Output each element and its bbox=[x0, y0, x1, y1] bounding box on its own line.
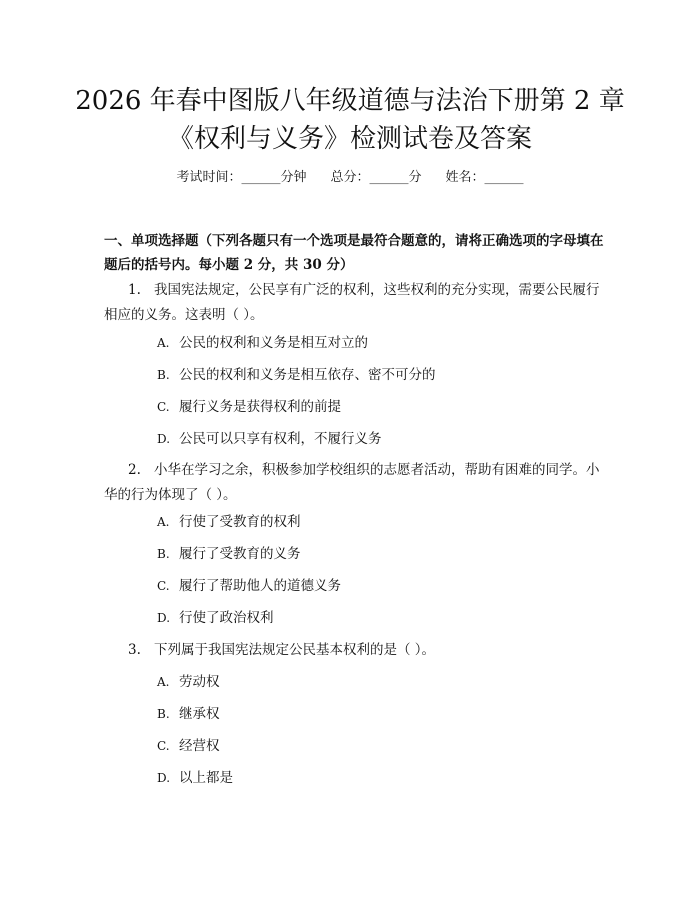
option-text: 继承权 bbox=[179, 706, 220, 722]
option-1d bbox=[157, 430, 382, 448]
option-1a bbox=[157, 334, 368, 352]
option-3a bbox=[157, 673, 220, 691]
option-text: 履行了帮助他人的道德义务 bbox=[179, 578, 341, 594]
option-letter: B. bbox=[157, 368, 170, 382]
option-text: 行使了受教育的权利 bbox=[179, 514, 301, 530]
option-letter: B. bbox=[157, 707, 170, 721]
option-3d bbox=[157, 769, 233, 787]
option-text: 履行义务是获得权利的前提 bbox=[179, 399, 341, 415]
option-letter: B. bbox=[157, 547, 170, 561]
option-letter: A. bbox=[157, 515, 170, 529]
option-2d bbox=[157, 609, 274, 627]
question-1 bbox=[104, 278, 609, 328]
option-text: 行使了政治权利 bbox=[179, 610, 274, 626]
option-text: 履行了受教育的义务 bbox=[179, 546, 301, 562]
option-2b bbox=[157, 545, 301, 563]
option-text: 公民的权利和义务是相互对立的 bbox=[179, 335, 368, 351]
option-1b bbox=[157, 366, 436, 384]
exam-time-label: 考试时间：______分钟 bbox=[176, 170, 307, 185]
option-letter: D. bbox=[157, 771, 171, 785]
option-letter: A. bbox=[157, 336, 170, 350]
option-letter: A. bbox=[157, 675, 170, 689]
student-name-label: 姓名：______ bbox=[445, 170, 524, 185]
option-letter: C. bbox=[157, 739, 170, 753]
question-text: 我国宪法规定，公民享有广泛的权利，这些权利的充分实现，需要公民履行相应的义务。这表明（ ）。 bbox=[104, 282, 600, 323]
option-text: 公民可以只享有权利，不履行义务 bbox=[179, 431, 382, 447]
option-3b bbox=[157, 705, 220, 723]
option-3c bbox=[157, 737, 220, 755]
option-text: 公民的权利和义务是相互依存、密不可分的 bbox=[179, 367, 436, 383]
option-letter: D. bbox=[157, 611, 171, 625]
question-2 bbox=[104, 458, 609, 508]
option-text: 劳动权 bbox=[179, 674, 220, 690]
question-text: 下列属于我国宪法规定公民基本权利的是（ ）。 bbox=[154, 642, 436, 658]
question-number: 2. bbox=[128, 462, 141, 478]
option-text: 以上都是 bbox=[179, 770, 233, 786]
option-1c bbox=[157, 398, 341, 416]
question-text: 小华在学习之余，积极参加学校组织的志愿者活动，帮助有困难的同学。小华的行为体现了（ ）。 bbox=[104, 462, 600, 503]
total-score-label: 总分：______分 bbox=[330, 170, 422, 185]
option-2c bbox=[157, 577, 341, 595]
section-heading: 一、单项选择题（下列各题只有一个选项是最符合题意的，请将正确选项的字母填在题后的括号内。每小题 2 分，共 30 分） bbox=[104, 233, 604, 273]
option-letter: D. bbox=[157, 432, 171, 446]
question-3 bbox=[104, 638, 609, 663]
option-text: 经营权 bbox=[179, 738, 220, 754]
option-2a bbox=[157, 513, 301, 531]
exam-meta-line bbox=[0, 169, 700, 187]
question-number: 1. bbox=[128, 282, 141, 298]
question-number: 3. bbox=[128, 642, 141, 658]
option-letter: C. bbox=[157, 400, 170, 414]
option-letter: C. bbox=[157, 579, 170, 593]
document-title: 2026 年春中图版八年级道德与法治下册第 2 章《权利与义务》检测试卷及答案 bbox=[75, 86, 625, 154]
